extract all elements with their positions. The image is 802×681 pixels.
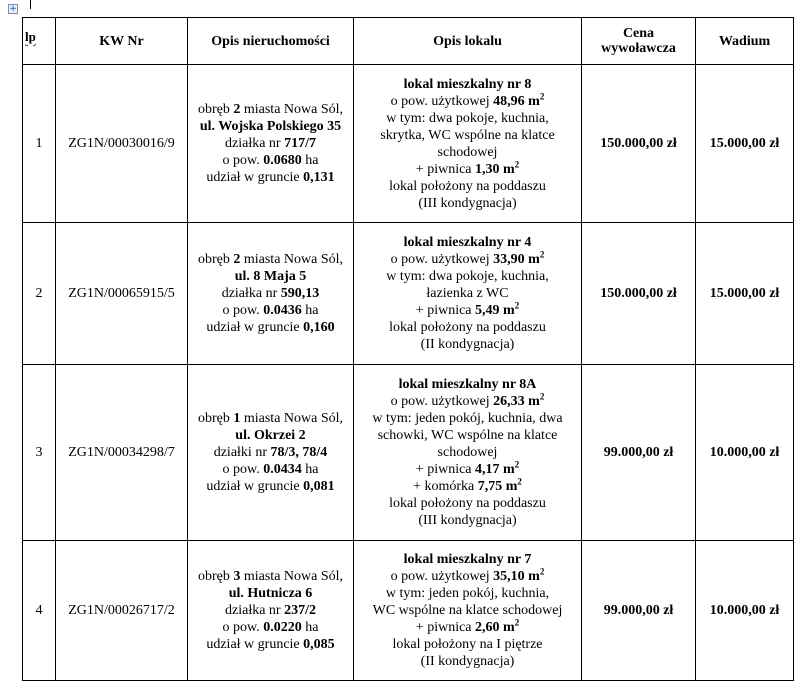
header-deposit: Wadium bbox=[696, 18, 794, 65]
cell-property: obręb 3 miasta Nowa Sól, ul. Hutnicza 6 działka nr 237/2 o pow. 0.0220 ha udział w gruncie 0,085 bbox=[188, 541, 354, 681]
cell-price: 99.000,00 zł bbox=[582, 541, 696, 681]
cell-unit: lokal mieszkalny nr 4 o pow. użytkowej 33,90 $m^2$ w tym: dwa pokoje, kuchnia, łazienka z WC + piwnica 5,49 $m^2$ lokal położony na poddaszu (II kondygnacja) bbox=[354, 223, 582, 365]
cell-property: obręb 2 miasta Nowa Sól, ul. Wojska Polskiego 35 działka nr 717/7 o pow. 0.0680 ha udział w gruncie 0,131 bbox=[188, 65, 354, 223]
table-move-handle-icon[interactable]: + bbox=[9, 4, 17, 14]
header-row bbox=[23, 18, 794, 65]
cell-price: 99.000,00 zł bbox=[582, 365, 696, 541]
header-kw: KW Nr bbox=[56, 18, 188, 65]
table-row bbox=[23, 365, 794, 541]
table-row bbox=[23, 541, 794, 681]
cell-unit: lokal mieszkalny nr 8A o pow. użytkowej 26,33 $m^2$ w tym: jeden pokój, kuchnia, dwa schowki, WC wspólne na klatce schodowej + piwnica 4,17 $m^2$ + komórka 7,75 $m^2$ lokal położony na poddaszu (III kondygnacja) bbox=[354, 365, 582, 541]
cell-price: 150.000,00 zł bbox=[582, 223, 696, 365]
cell-lp: 4 bbox=[23, 541, 56, 681]
cell-lp: 2 bbox=[23, 223, 56, 365]
auction-table bbox=[22, 17, 794, 681]
cell-price: 150.000,00 zł bbox=[582, 65, 696, 223]
cell-kw: ZG1N/00026717/2 bbox=[56, 541, 188, 681]
cell-deposit: 10.000,00 zł bbox=[696, 541, 794, 681]
header-lp: lp bbox=[23, 18, 56, 65]
text-cursor bbox=[30, 0, 31, 9]
table-row bbox=[23, 223, 794, 365]
cell-lp: 1 bbox=[23, 65, 56, 223]
cell-unit: lokal mieszkalny nr 8 o pow. użytkowej 48,96 $m^2$ w tym: dwa pokoje, kuchnia, skrytka, WC wspólne na klatce schodowej + piwnica 1,30 $m^2$ lokal położony na poddaszu (III kondygnacja) bbox=[354, 65, 582, 223]
cell-deposit: 15.000,00 zł bbox=[696, 65, 794, 223]
header-price: Cena wywoławcza bbox=[582, 18, 696, 65]
table-row bbox=[23, 65, 794, 223]
cell-kw: ZG1N/00065915/5 bbox=[56, 223, 188, 365]
cell-unit: lokal mieszkalny nr 7 o pow. użytkowej 35,10 $m^2$ w tym: jeden pokój, kuchnia, WC wspólne na klatce schodowej + piwnica 2,60 $m^2$ lokal położony na I piętrze (II kondygnacja) bbox=[354, 541, 582, 681]
header-unit: Opis lokalu bbox=[354, 18, 582, 65]
cell-property: obręb 2 miasta Nowa Sól, ul. 8 Maja 5 działka nr 590,13 o pow. 0.0436 ha udział w gruncie 0,160 bbox=[188, 223, 354, 365]
header-property: Opis nieruchomości bbox=[188, 18, 354, 65]
cell-property: obręb 1 miasta Nowa Sól, ul. Okrzei 2 działki nr 78/3, 78/4 o pow. 0.0434 ha udział w gruncie 0,081 bbox=[188, 365, 354, 541]
cell-kw: ZG1N/00034298/7 bbox=[56, 365, 188, 541]
cell-deposit: 15.000,00 zł bbox=[696, 223, 794, 365]
cell-kw: ZG1N/00030016/9 bbox=[56, 65, 188, 223]
cell-deposit: 10.000,00 zł bbox=[696, 365, 794, 541]
cell-lp: 3 bbox=[23, 365, 56, 541]
